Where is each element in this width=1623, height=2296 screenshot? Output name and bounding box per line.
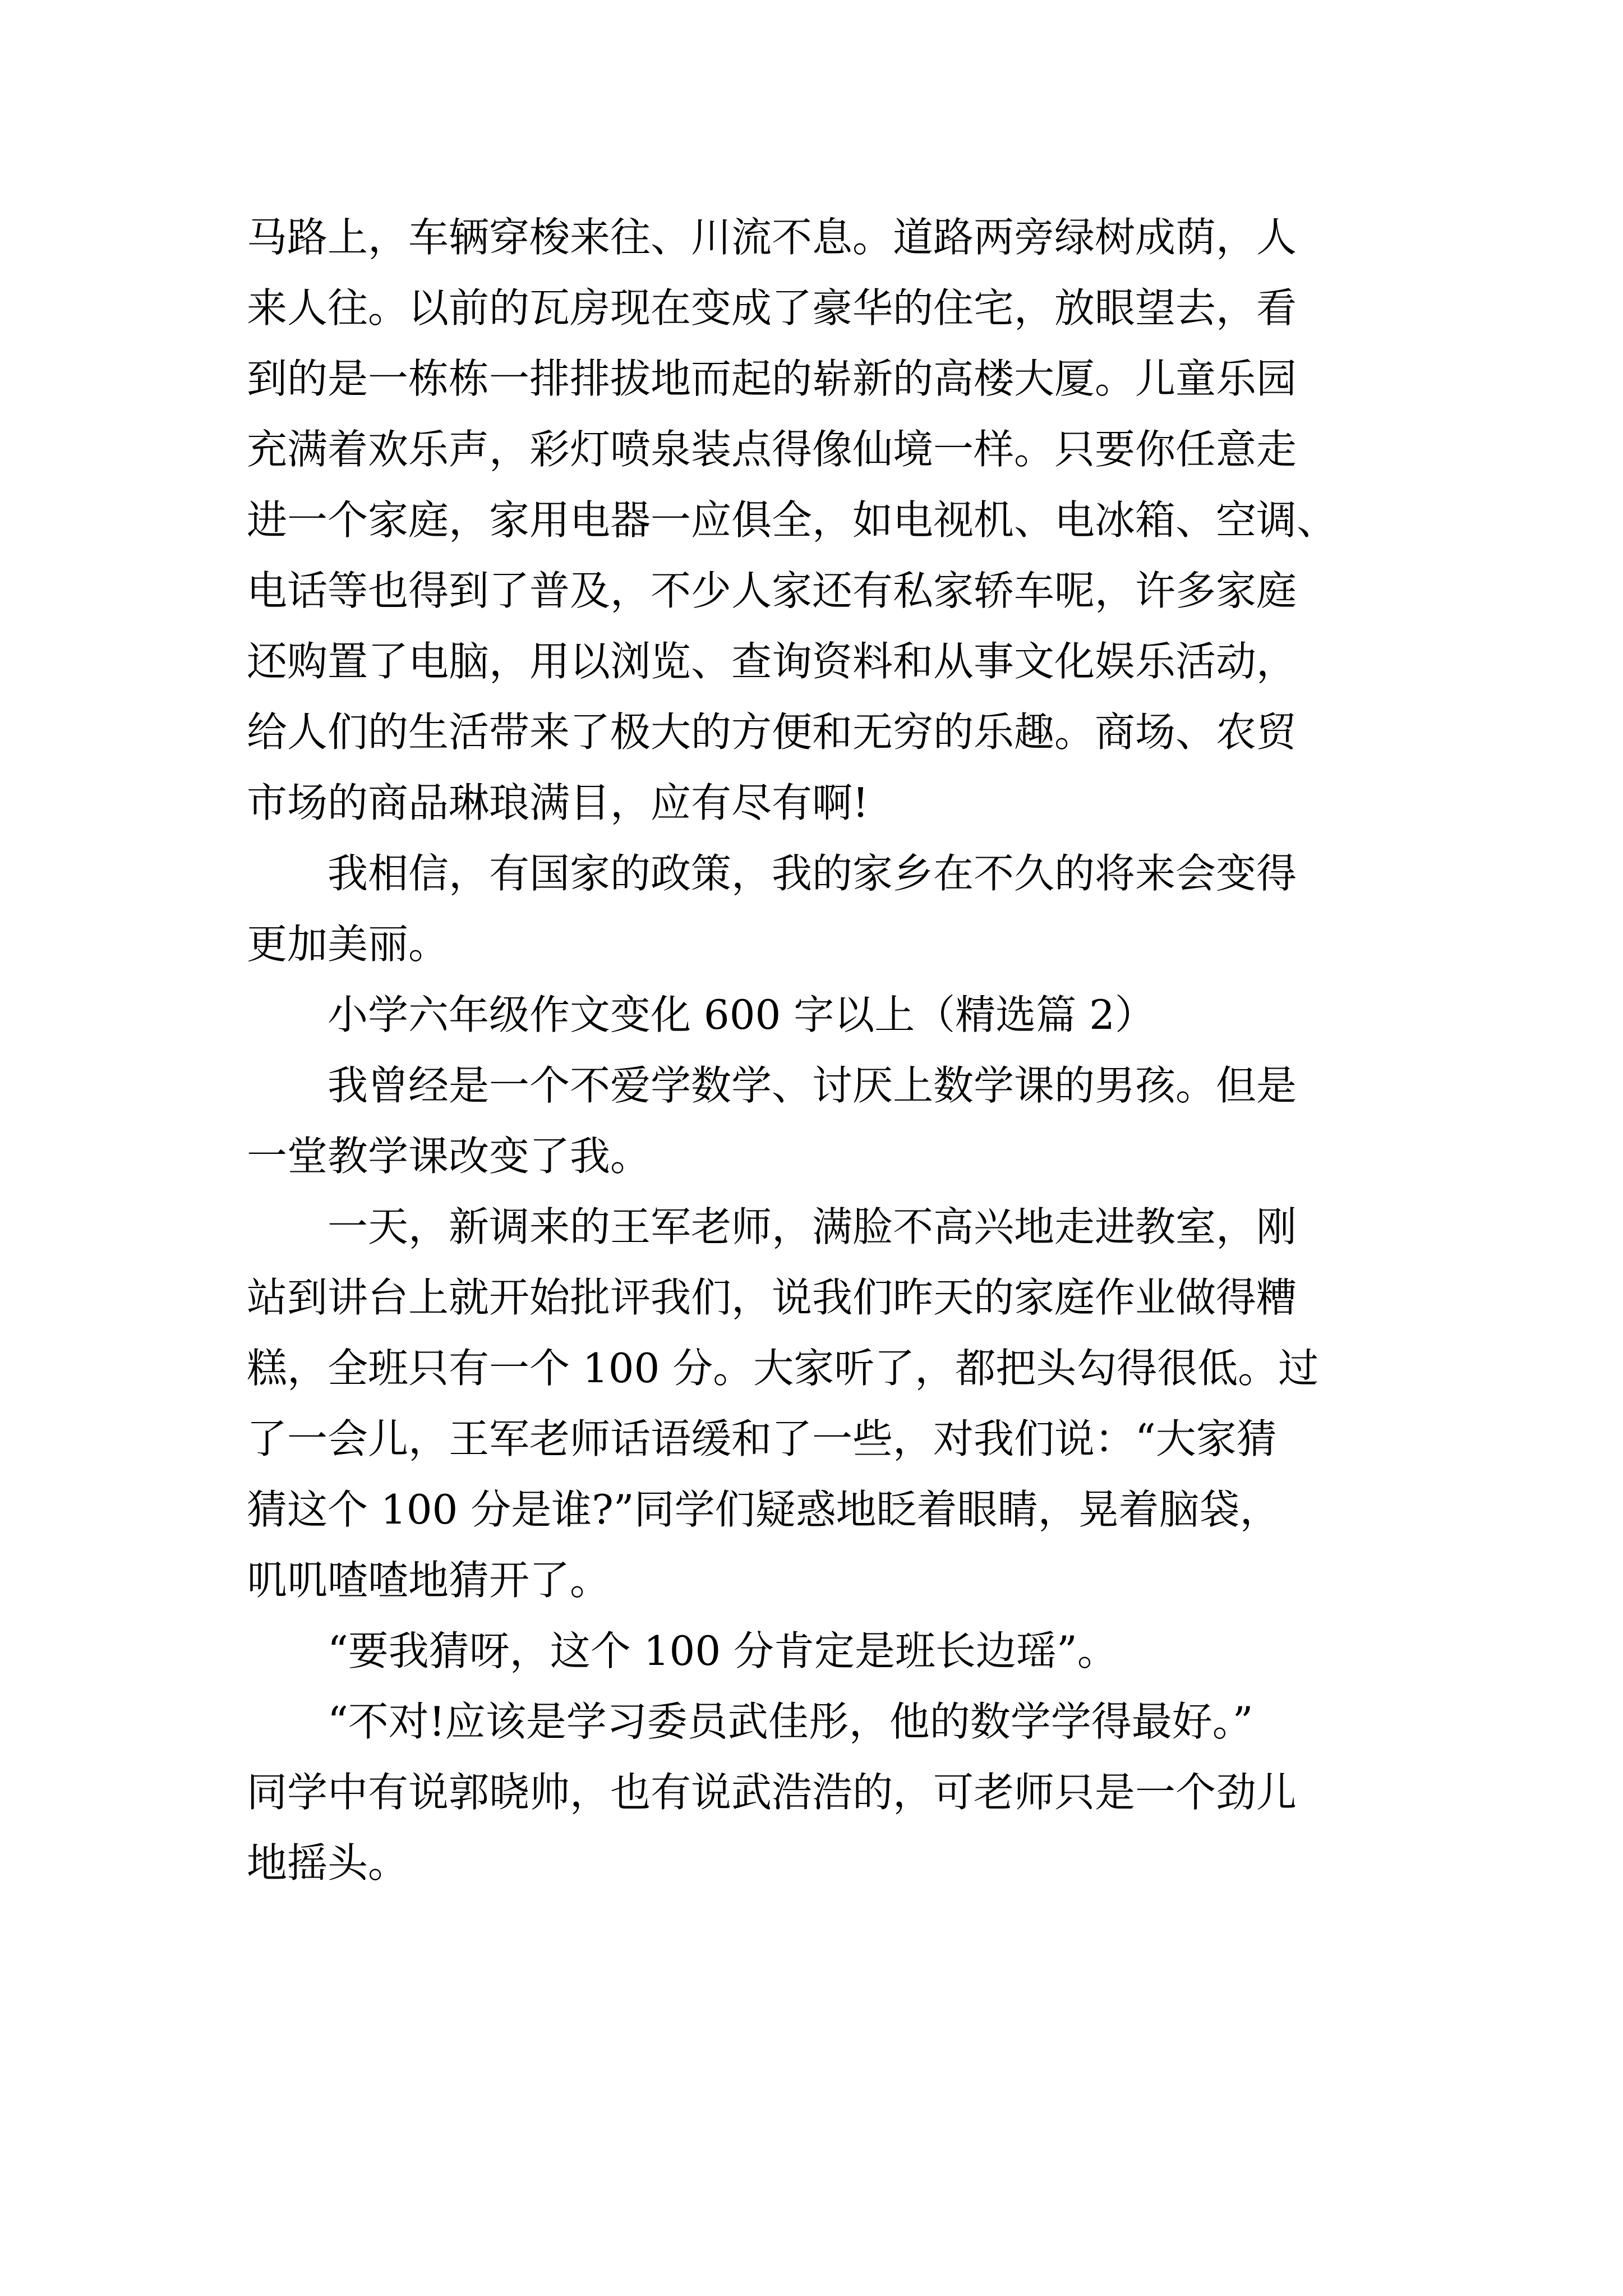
- section-heading: 小学六年级作文变化 600 字以上（精选篇 2）: [247, 991, 1155, 1038]
- text-line: 充满着欢乐声，彩灯喷泉装点得像仙境一样。只要你任意走: [247, 426, 1297, 473]
- text-line: 到的是一栋栋一排排拔地而起的崭新的高楼大厦。儿童乐园: [247, 355, 1297, 402]
- text-line: 猜这个 100 分是谁?”同学们疑惑地眨着眼睛，晃着脑袋，: [247, 1486, 1280, 1533]
- text-line: 电话等也得到了普及，不少人家还有私家轿车呢，许多家庭: [247, 567, 1297, 614]
- text-line: “要我猜呀，这个 100 分肯定是班长边瑶”。: [247, 1627, 1118, 1674]
- text-line: 叽叽喳喳地猜开了。: [247, 1557, 611, 1604]
- text-line: 马路上，车辆穿梭来往、川流不息。道路两旁绿树成荫，人: [247, 214, 1297, 261]
- text-line: 市场的商品琳琅满目，应有尽有啊!: [247, 779, 869, 826]
- text-line: 我曾经是一个不爱学数学、讨厌上数学课的男孩。但是: [247, 1062, 1297, 1109]
- text-line: 同学中有说郭晓帅，也有说武浩浩的，可老师只是一个劲儿: [247, 1769, 1297, 1816]
- text-line: “不对!应该是学习委员武佳彤，他的数学学得最好。”: [247, 1698, 1253, 1745]
- text-line: 还购置了电脑，用以浏览、查询资料和从事文化娱乐活动，: [247, 638, 1297, 685]
- document-body: [247, 202, 1385, 1898]
- text-line: 给人们的生活带来了极大的方便和无穷的乐趣。商场、农贸: [247, 708, 1297, 756]
- text-line: 地摇头。: [247, 1839, 409, 1887]
- text-line: 更加美丽。: [247, 921, 449, 968]
- text-line: 了一会儿，王军老师话语缓和了一些，对我们说：“大家猜: [247, 1415, 1277, 1462]
- text-line: 一堂教学课改变了我。: [247, 1133, 651, 1180]
- text-line: 进一个家庭，家用电器一应俱全，如电视机、电冰箱、空调、: [247, 496, 1338, 544]
- text-line: 我相信，有国家的政策，我的家乡在不久的将来会变得: [247, 850, 1297, 897]
- text-line: 一天，新调来的王军老师，满脸不高兴地走进教室，刚: [247, 1203, 1297, 1250]
- text-line: 糕，全班只有一个 100 分。大家听了，都把头勾得很低。过: [247, 1345, 1319, 1392]
- text-line: 来人往。以前的瓦房现在变成了豪华的住宅，放眼望去，看: [247, 284, 1297, 332]
- text-line: 站到讲台上就开始批评我们，说我们昨天的家庭作业做得糟: [247, 1274, 1297, 1321]
